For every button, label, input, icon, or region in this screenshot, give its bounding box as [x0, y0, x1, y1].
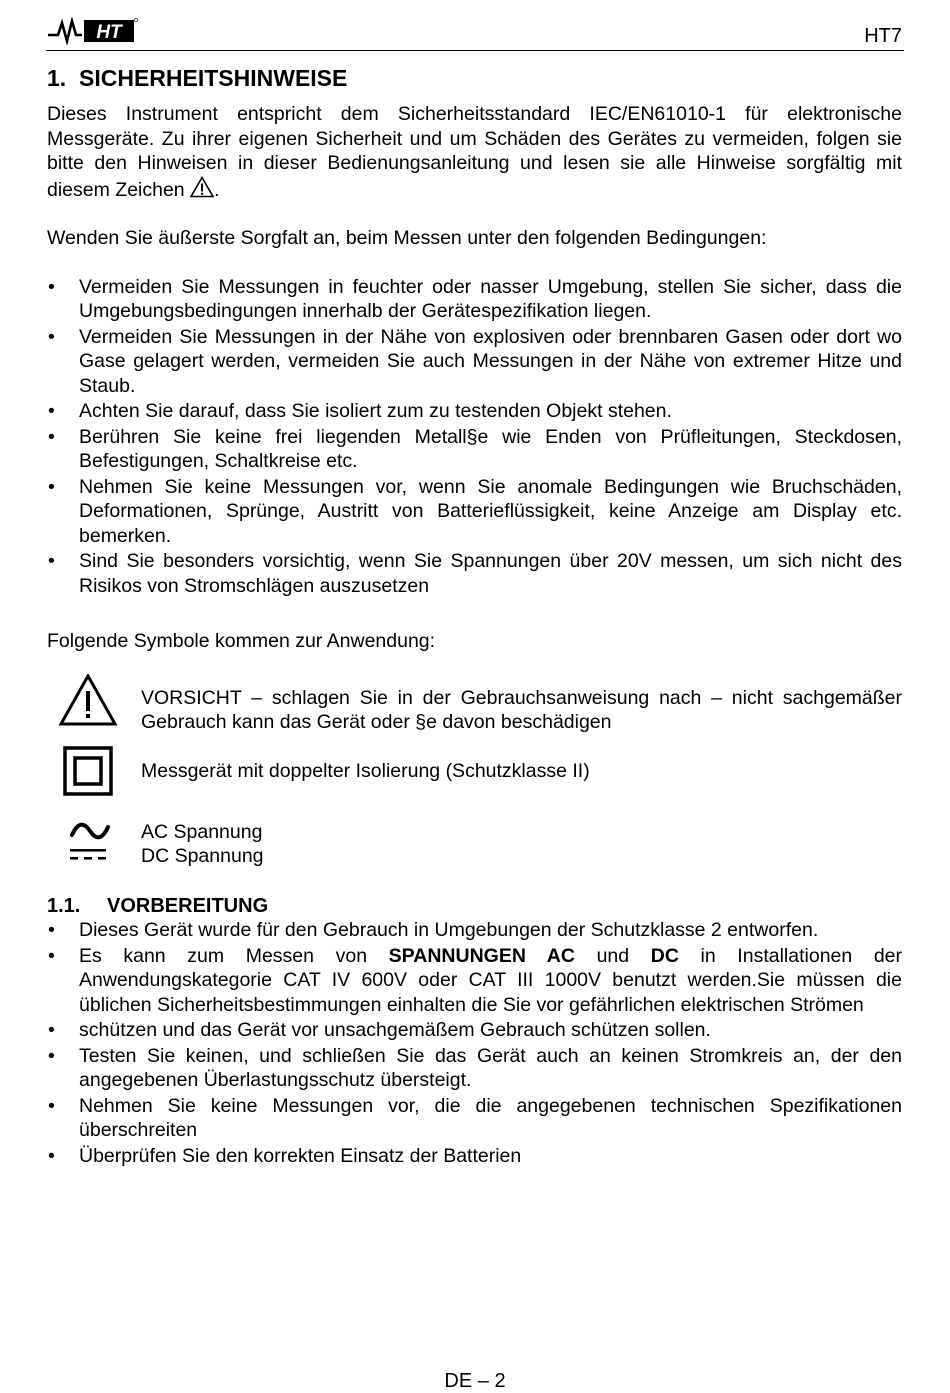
caution-text: VORSICHT – schlagen Sie in der Gebrauchsanweisung nach – nicht sachgemäßer Gebrauch kann das Gerät oder §e davon beschädigen: [141, 686, 902, 733]
list-item: • Achten Sie darauf, dass Sie isoliert zum zu testenden Objekt stehen.: [47, 399, 902, 424]
list-item: • Vermeiden Sie Messungen in feuchter oder nasser Umgebung, stellen Sie sicher, dass die Umgebungsbedingungen innerhalb der Gerätespezifikation liegen.: [47, 275, 902, 324]
symbol-double-insulation-row: [47, 759, 902, 796]
ac-wave-icon: [69, 820, 111, 842]
page-content: [47, 60, 902, 1169]
svg-text:HT: HT: [96, 22, 122, 43]
dc-text: DC Spannung: [141, 845, 264, 867]
caution-triangle-icon: [59, 674, 117, 726]
preparation-list: [47, 918, 902, 1168]
ht-logo: [46, 17, 138, 45]
list-item: • Testen Sie keinen, und schließen Sie das Gerät auch an keinen Stromkreis an, der den angegebenen Überlastungsschutz übersteigt.: [47, 1044, 902, 1093]
list-item: • Es kann zum Messen von SPANNUNGEN AC und DC in Installationen der Anwendungskategorie CAT IV 600V oder CAT III 1000V benutzt werden.Sie müssen die üblichen Sicherheitsbestimmungen einhalten die Sie vor gefährlichen elektrischen Strömen: [47, 944, 902, 1018]
section-title: 1. SICHERHEITSHINWEISE: [47, 65, 348, 91]
ac-text: AC Spannung: [141, 820, 263, 843]
list-item: • Nehmen Sie keine Messungen vor, wenn Sie anomale Bedingungen wie Bruchschäden, Deformationen, Sprünge, Austritt von Batterieflüssigkeit, keine Anzeige am Display etc. bemerken.: [47, 475, 902, 549]
page-number: DE – 2: [444, 1370, 506, 1392]
double-insulation-text: Messgerät mit doppelter Isolierung (Schutzklasse II): [141, 759, 590, 782]
header-divider: [46, 50, 904, 51]
intro-paragraph: Dieses Instrument entspricht dem Sicherheitsstandard IEC/EN61010-1 für elektronische Messgeräte. Zu ihrer eigenen Sicherheit und um Schäden des Gerätes zu vermeiden, folgen sie bitte den Hinweisen in dieser Bedienungsanleitung und lesen sie alle Hinweise sorgfältig mit diesem Zeichen .: [47, 103, 902, 201]
dc-icon: [69, 844, 109, 866]
symbol-caution-row: [47, 686, 902, 735]
symbol-dc-row: [47, 844, 902, 869]
conditions-intro: Wenden Sie äußerste Sorgfalt an, beim Messen unter den folgenden Bedingungen:: [47, 227, 767, 249]
model-label: HT7: [864, 25, 902, 47]
list-item: • Berühren Sie keine frei liegenden Metall§e wie Enden von Prüfleitungen, Steckdosen, Befestigungen, Schaltkreise etc.: [47, 425, 902, 474]
list-item: • Vermeiden Sie Messungen in der Nähe von explosiven oder brennbaren Gasen oder dort wo Gase gelagert werden, vermeiden Sie auch Messungen in der Nähe von extremer Hitze und Staub.: [47, 325, 902, 399]
list-item: • Nehmen Sie keine Messungen vor, die die angegebenen technischen Spezifikationen überschreiten: [47, 1094, 902, 1143]
symbols-intro: Folgende Symbole kommen zur Anwendung:: [47, 630, 436, 652]
conditions-list: [47, 275, 902, 599]
list-item: • Sind Sie besonders vorsichtig, wenn Sie Spannungen über 20V messen, um sich nicht des Risikos von Stromschlägen auszusetzen: [47, 549, 902, 598]
double-insulation-icon: [63, 746, 113, 796]
list-item: • schützen und das Gerät vor unsachgemäßem Gebrauch schützen sollen.: [47, 1018, 902, 1043]
subsection-title: 1.1. VORBEREITUNG: [47, 894, 269, 917]
list-item: • Dieses Gerät wurde für den Gebrauch in Umgebungen der Schutzklasse 2 entworfen.: [47, 918, 902, 943]
warning-triangle-icon: [190, 176, 214, 198]
list-item: • Überprüfen Sie den korrekten Einsatz der Batterien: [47, 1144, 902, 1169]
symbol-ac-row: [47, 820, 902, 845]
